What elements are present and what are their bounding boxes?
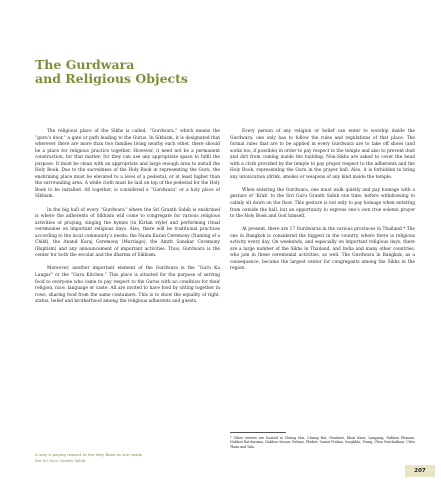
title-line-2: and Religious Objects [35, 71, 188, 86]
footnote-divider [230, 432, 286, 433]
paragraph: Moreover, another important element of the Gurdwara is the “Guru Ka Langar” or the “Guru Kitchen.” This place is situated for the purpose of serving food to everyone who came to pay respect to the Gurus with no condition for their religion, race, language or caste. All are invited to have food by sitting together in rows, sharing food from the same containers. This is to show the equality of right, status, belief and brotherhood among the religious adherents and guests. [35, 266, 220, 305]
paragraph: At present, there are 17 Gurdwaras in the various provinces in Thailand.* The one in Bangkok is considered the biggest in the country, where there is religious activity every day. On weekends, and especially on important religious days, there are a large number of the Sikhs in Thailand, and India and many other countries, who join in these ceremonial activities, as well. The Gurdwara in Bangkok, as a consequence, became the largest center for congregants among the Sikhs in the region. [230, 227, 415, 272]
page-number-box [405, 465, 435, 477]
right-column [230, 129, 415, 280]
left-column [35, 129, 220, 312]
page-title [35, 58, 295, 86]
page-number: 207 [414, 468, 426, 474]
footnote: * Other centers are located in Chiang Mai, Chiang Rai, Chonburi, Khon Kaen, Lampang, Nakhon Phanom, Nakhon Ratchasima, Nakhon Sawan, Pattani, Phuket, Samut Prakan, Songkhla, Trang, Ubon Ratchathani, Udon Thani and Yala. [230, 436, 415, 449]
photo-caption [35, 452, 195, 464]
paragraph: When entering the Gurdwara, one must walk quietly and pay homage with a gesture of ‘Krab’ to the Siri Guru Granth Sahib one time, before withdrawing to calmly sit down on the floor. This gesture is not only to pay homage when entering from outside the hall, but an opportunity to express one’s own true solemn prayer to the Holy Book and God himself. [230, 187, 415, 220]
caption-line-1: A lady is paying respect to the Holy Book as she heads [35, 452, 142, 457]
paragraph: In the big hall of every “Gurdwara” where the Sri Granth Sahib is enshrined is where the adherents of Sikhism will come to congregate for various religious activities of praying, singing the hymns (in Kirtan style) and performing ritual ceremonies on important religious days. Also, there will be traditional practices according to the local community’s needs: the Naam Karan Ceremony (Naming of a Child), the Anand Karaj Ceremony (Marriage), the Amrit Sanskar Ceremony (Baptism) and any announcement of important activities. Thus, Gurdwara is the center for both the secular and the dharma of Sikhism. [35, 207, 220, 259]
caption-line-2: the Sri Guru Granth Sahib [35, 458, 86, 464]
paragraph: The religious place of the Sikhs is called, “Gurdwara,” which means the “guru’s door,” a gate or path leading to the Gurus. In Sikhism, it is designated that wherever there are more than two families living nearby each other, there should be a place for religious practice together. However, it need not be a permanent construction, for that matter; for they can use any appropriate space to fulfil the purpose. It must be clean with an appropriate and large enough area to install the Holy Book. Due to the sacredness of the Holy Book in representing the Guru, the enshrining place must be elevated to a level of a pedestal, or at least higher than the surrounding area. A white cloth must be laid on top of the pedestal for the Holy Book to be installed. All together, is considered a “Gurdwara” or a holy place of Sikhism. [35, 129, 220, 200]
title-line-1: The Gurdwara [35, 57, 135, 72]
paragraph: Every person of any religion or belief can enter to worship inside the Gurdwara; one only has to follow the rules and regulations of that place. The formal rules that are to be applied in every Gurdwara are to take off shoes (and socks too, if possible) in order to pay respect to the temple and also to prevent dust and dirt from coming inside the building. Non-Sikhs are asked to cover the head with a cloth provided by the temple to pay proper respect to the adherents and the Holy Book, representing the Guru in the prayer hall. Also, it is forbidden to bring any intoxication (drink, smoke) or weapons of any kind inside the temple. [230, 129, 415, 180]
